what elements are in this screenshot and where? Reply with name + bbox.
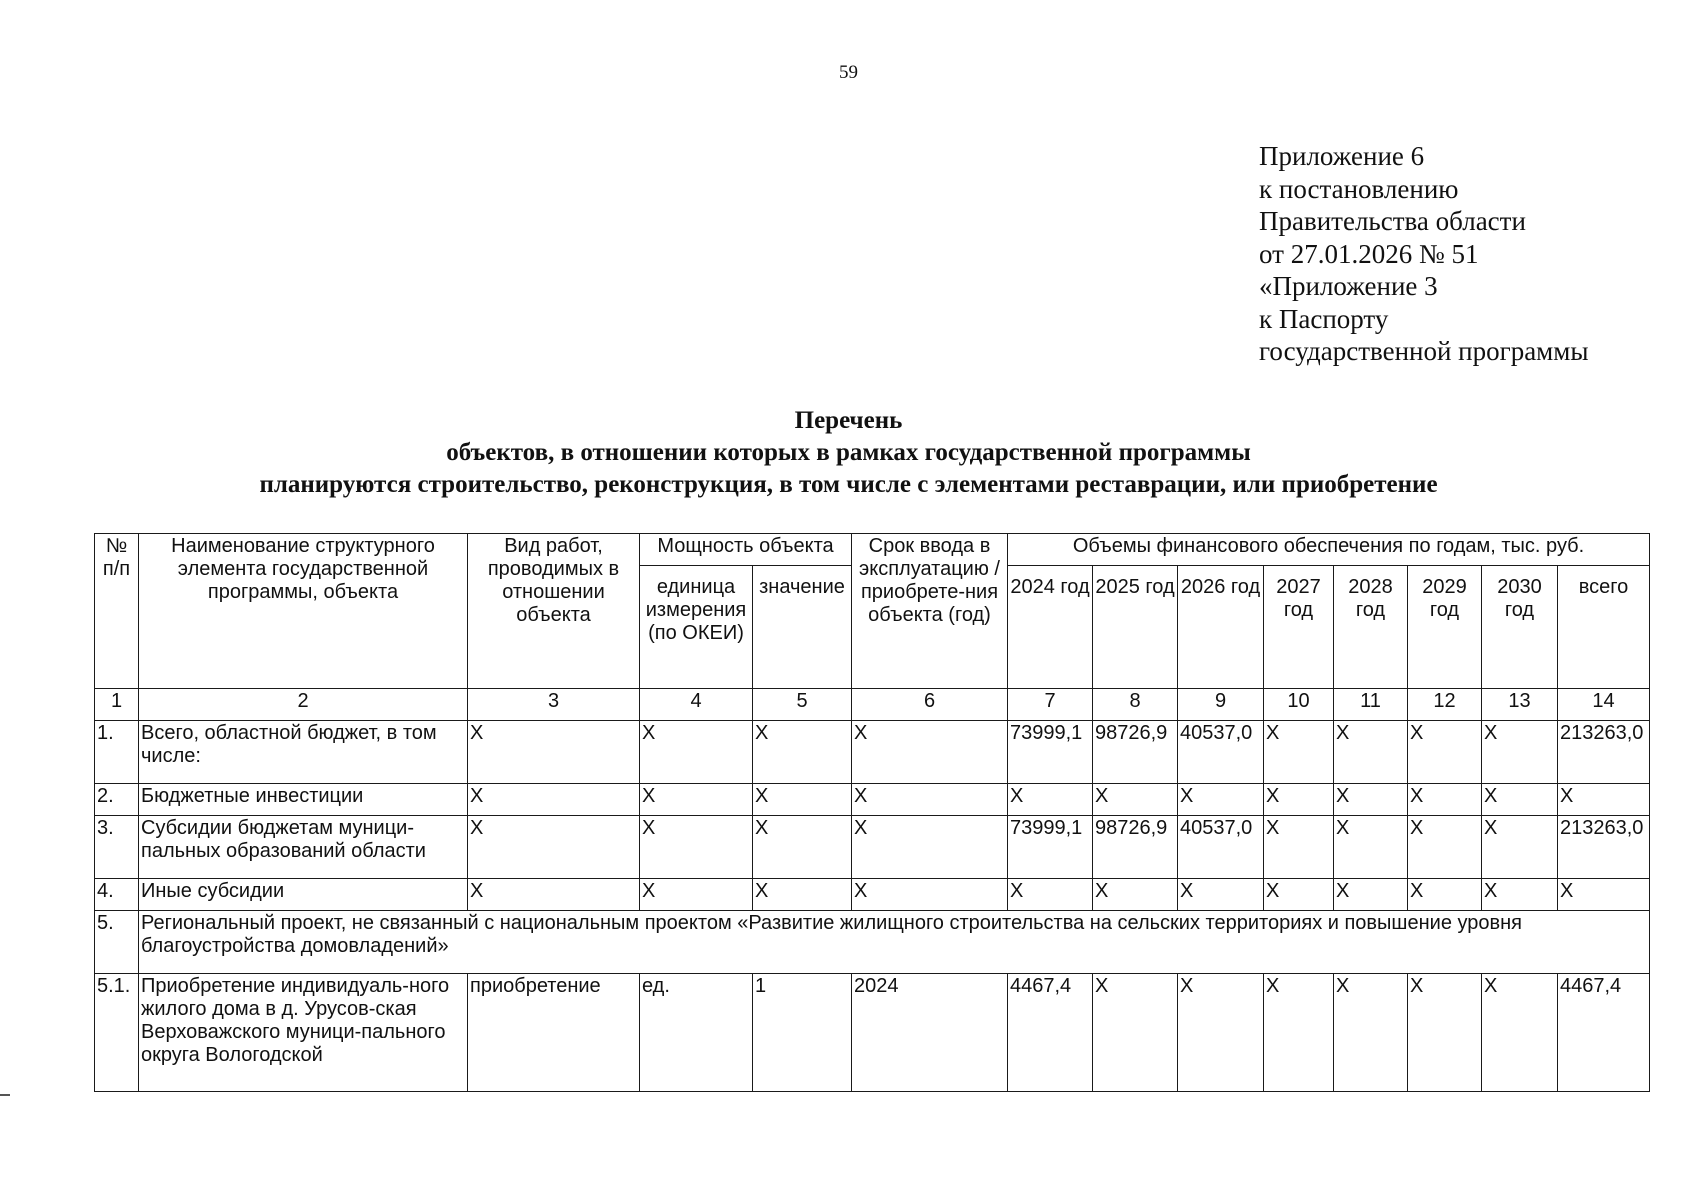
row-name: Бюджетные инвестиции	[139, 784, 468, 816]
appendix-line: «Приложение 3	[1259, 271, 1438, 301]
appendix-line: Приложение 6	[1259, 141, 1425, 171]
section-title: Региональный проект, не связанный с национальным проектом «Развитие жилищного строительства на сельских территориях и повышение уровня благоустройства домовладений»	[139, 911, 1650, 974]
column-number: 5	[753, 689, 852, 721]
column-number: 8	[1093, 689, 1178, 721]
document-title	[0, 405, 1697, 501]
row-2028: X	[1334, 784, 1408, 816]
column-number: 11	[1334, 689, 1408, 721]
row-2030: X	[1482, 816, 1558, 879]
row-work: X	[468, 784, 640, 816]
row-unit: X	[640, 879, 753, 911]
header-no: № п/п	[95, 534, 139, 689]
section-row	[95, 911, 1650, 974]
title-line: Перечень	[794, 407, 903, 434]
header-unit: единица измерения (по ОКЕИ)	[640, 566, 753, 689]
row-no: 2.	[95, 784, 139, 816]
title-line: планируются строительство, реконструкция, в том числе с элементами реставрации, или приобретение	[259, 471, 1438, 498]
row-unit: X	[640, 721, 753, 784]
row-no: 4.	[95, 879, 139, 911]
row-2026: 40537,0	[1178, 816, 1264, 879]
row-2025: 98726,9	[1093, 721, 1178, 784]
row-2025: X	[1093, 879, 1178, 911]
header-row	[95, 534, 1650, 566]
row-term: X	[852, 784, 1008, 816]
appendix-line: от 27.01.2026 № 51	[1259, 238, 1479, 269]
row-name: Всего, областной бюджет, в том числе:	[139, 721, 468, 784]
header-2029: 2029 год	[1408, 566, 1482, 689]
row-2026: X	[1178, 784, 1264, 816]
row-value: X	[753, 784, 852, 816]
row-2030: X	[1482, 721, 1558, 784]
row-2028: X	[1334, 974, 1408, 1092]
row-2024: X	[1008, 879, 1093, 911]
row-2030: X	[1482, 879, 1558, 911]
row-work: X	[468, 816, 640, 879]
row-2028: X	[1334, 879, 1408, 911]
page-number: 59	[839, 62, 858, 83]
row-2025: X	[1093, 784, 1178, 816]
row-work: X	[468, 721, 640, 784]
row-2027: X	[1264, 721, 1334, 784]
row-value: 1	[753, 974, 852, 1092]
title-line: объектов, в отношении которых в рамках государственной программы	[446, 439, 1251, 466]
appendix-line: государственной программы	[1259, 336, 1589, 366]
row-unit: X	[640, 816, 753, 879]
row-unit: X	[640, 784, 753, 816]
column-number: 10	[1264, 689, 1334, 721]
row-2029: X	[1408, 816, 1482, 879]
row-2027: X	[1264, 879, 1334, 911]
row-2029: X	[1408, 879, 1482, 911]
row-2024: 73999,1	[1008, 721, 1093, 784]
row-2028: X	[1334, 816, 1408, 879]
row-term: X	[852, 816, 1008, 879]
row-2029: X	[1408, 974, 1482, 1092]
header-2027: 2027 год	[1264, 566, 1334, 689]
column-number: 6	[852, 689, 1008, 721]
header-2026: 2026 год	[1178, 566, 1264, 689]
row-2027: X	[1264, 816, 1334, 879]
table-row	[95, 879, 1650, 911]
row-no: 3.	[95, 816, 139, 879]
column-number: 13	[1482, 689, 1558, 721]
column-number-row	[95, 689, 1650, 721]
header-2028: 2028 год	[1334, 566, 1408, 689]
row-2024: X	[1008, 784, 1093, 816]
header-2024: 2024 год	[1008, 566, 1093, 689]
appendix-block	[1259, 140, 1589, 368]
row-2025: X	[1093, 974, 1178, 1092]
header-name: Наименование структурного элемента государственной программы, объекта	[139, 534, 468, 689]
section-no: 5.	[95, 911, 139, 974]
row-total: 4467,4	[1558, 974, 1650, 1092]
row-2029: X	[1408, 784, 1482, 816]
row-2030: X	[1482, 974, 1558, 1092]
column-number: 12	[1408, 689, 1482, 721]
table-row	[95, 816, 1650, 879]
column-number: 4	[640, 689, 753, 721]
table-row	[95, 721, 1650, 784]
row-total: 213263,0	[1558, 816, 1650, 879]
header-2030: 2030 год	[1482, 566, 1558, 689]
row-no: 1.	[95, 721, 139, 784]
header-finance: Объемы финансового обеспечения по годам, тыс. руб.	[1008, 534, 1650, 566]
row-work: приобретение	[468, 974, 640, 1092]
row-name: Приобретение индивидуаль-ного жилого дома в д. Урусов-ская Верховажского муници-пального округа Вологодской	[139, 974, 468, 1092]
row-work: X	[468, 879, 640, 911]
row-2028: X	[1334, 721, 1408, 784]
header-term: Срок ввода в эксплуатацию / приобрете-ния объекта (год)	[852, 534, 1008, 689]
row-2024: 4467,4	[1008, 974, 1093, 1092]
row-no: 5.1.	[95, 974, 139, 1092]
row-2026: X	[1178, 974, 1264, 1092]
row-2029: X	[1408, 721, 1482, 784]
row-term: X	[852, 721, 1008, 784]
table-row	[95, 974, 1650, 1092]
row-2027: X	[1264, 974, 1334, 1092]
row-2026: X	[1178, 879, 1264, 911]
objects-table	[94, 533, 1650, 1092]
appendix-line: Правительства области	[1259, 206, 1526, 236]
row-total: 213263,0	[1558, 721, 1650, 784]
row-2025: 98726,9	[1093, 816, 1178, 879]
row-term: X	[852, 879, 1008, 911]
column-number: 7	[1008, 689, 1093, 721]
row-value: X	[753, 816, 852, 879]
column-number: 2	[139, 689, 468, 721]
row-2027: X	[1264, 784, 1334, 816]
row-2024: 73999,1	[1008, 816, 1093, 879]
row-2030: X	[1482, 784, 1558, 816]
row-name: Иные субсидии	[139, 879, 468, 911]
row-term: 2024	[852, 974, 1008, 1092]
column-number: 3	[468, 689, 640, 721]
table-row	[95, 784, 1650, 816]
appendix-line: к Паспорту	[1259, 303, 1389, 334]
appendix-line: к постановлению	[1259, 173, 1459, 204]
row-2026: 40537,0	[1178, 721, 1264, 784]
row-value: X	[753, 879, 852, 911]
row-total: X	[1558, 784, 1650, 816]
header-2025: 2025 год	[1093, 566, 1178, 689]
row-unit: ед.	[640, 974, 753, 1092]
row-value: X	[753, 721, 852, 784]
header-total: всего	[1558, 566, 1650, 689]
row-total: X	[1558, 879, 1650, 911]
row-name: Субсидии бюджетам муници-пальных образований области	[139, 816, 468, 879]
header-value: значение	[753, 566, 852, 689]
header-capacity: Мощность объекта	[640, 534, 852, 566]
header-work: Вид работ, проводимых в отношении объекта	[468, 534, 640, 689]
column-number: 1	[95, 689, 139, 721]
column-number: 14	[1558, 689, 1650, 721]
margin-mark	[0, 1094, 10, 1096]
column-number: 9	[1178, 689, 1264, 721]
